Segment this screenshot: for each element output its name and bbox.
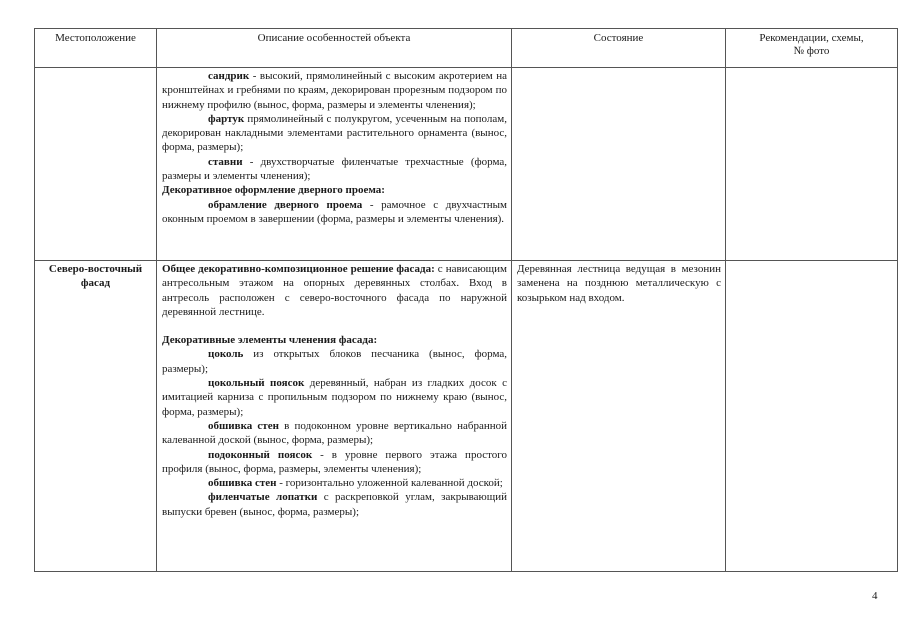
feature-item <box>162 347 507 376</box>
header-recommendations-line2: № фото <box>793 45 830 57</box>
feature-text: - рамочное с двухчастным оконным проемом в завершении (форма, размеры и элементы членения). <box>162 198 507 225</box>
header-description: Описание особенностей объекта <box>157 29 512 68</box>
feature-text: деревянный, набран из гладких досок с имитацией карниза с пропильным подзором по нижнему краю (вынос, форма, размеры); <box>162 377 507 418</box>
feature-text: - горизонтально уложенной калеванной доской; <box>276 477 503 490</box>
feature-text: с раскреповкой углам, закрывающий выпуски бревен (вынос, форма, размеры); <box>162 491 507 518</box>
feature-term: обрамление дверного проема <box>208 198 363 211</box>
header-recommendations <box>726 29 898 68</box>
description-text <box>157 68 511 226</box>
feature-item <box>162 448 507 477</box>
section-heading <box>162 183 507 197</box>
state-cell <box>512 261 726 572</box>
location-text: Северо-восточный фасад <box>48 263 143 290</box>
feature-item <box>162 476 507 490</box>
table-header-row <box>35 29 898 68</box>
feature-item <box>162 155 507 184</box>
monument-description-table <box>34 28 898 572</box>
feature-term: Декоративные элементы членения фасада: <box>162 334 378 347</box>
description-cell <box>157 68 512 261</box>
description-cell <box>157 261 512 572</box>
feature-term: ставни <box>208 155 243 168</box>
feature-text: в подоконном уровне вертикально набранной калеванной доской (вынос, форма, размеры); <box>162 419 508 447</box>
feature-term: обшивка стен <box>208 477 277 490</box>
header-recommendations-line1: Рекомендации, схемы, <box>759 32 864 44</box>
feature-term: филенчатые лопатки <box>208 491 318 504</box>
table-row <box>35 261 898 572</box>
feature-term: цоколь <box>208 348 244 361</box>
state-cell <box>512 68 726 261</box>
feature-item <box>162 490 507 519</box>
feature-term: сандрик <box>208 70 250 82</box>
section-heading <box>162 262 507 319</box>
page-number: 4 <box>872 590 878 602</box>
feature-text: - высокий, прямолинейный с высоким акротерием на кронштейнах и гребнями по краям, декорирован прорезным подзором по нижнему профилю (вынос, форма, размеры и элементы членения); <box>162 70 507 111</box>
header-location: Местоположение <box>35 29 157 68</box>
feature-text: - двухстворчатые филенчатые трехчастные (форма, размеры и элементы членения); <box>162 155 507 183</box>
table-row <box>35 68 898 261</box>
location-cell <box>35 261 157 572</box>
feature-item <box>162 419 507 448</box>
feature-text: из открытых блоков песчаника (вынос, форма, размеры); <box>162 348 507 375</box>
location-cell <box>35 68 157 261</box>
feature-term: Общее декоративно-композиционное решение фасада: <box>162 263 435 275</box>
feature-term: цокольный поясок <box>208 377 305 390</box>
feature-term: фартук <box>208 112 245 125</box>
feature-term: обшивка стен <box>208 419 279 432</box>
feature-term: Декоративное оформление дверного проема: <box>162 184 385 197</box>
feature-text: с нависающим антресольным этажом на опорных деревянных столбах. Вход в антресоль расположен с северо-восточного фасада по наружной деревянной лестнице. <box>162 263 508 318</box>
feature-text: прямолинейный с полукругом, усеченным на пополам, декорирован накладными элементами растительного орнамента (вынос, форма, размеры); <box>162 112 507 154</box>
recommendations-cell <box>726 68 898 261</box>
feature-item <box>162 112 507 155</box>
feature-item <box>162 376 507 419</box>
feature-item <box>162 198 507 227</box>
section-heading <box>162 333 507 347</box>
state-text: Деревянная лестница ведущая в мезонин заменена на позднюю металлическую с козырьком над входом. <box>517 263 721 304</box>
feature-text: - в уровне первого этажа простого профиля (вынос, форма, размеры, элементы членения); <box>162 448 507 475</box>
feature-term: подоконный поясок <box>208 448 313 461</box>
description-text <box>157 261 511 519</box>
recommendations-cell <box>726 261 898 572</box>
feature-item <box>162 69 507 112</box>
header-state: Состояние <box>512 29 726 68</box>
blank-line <box>162 319 507 333</box>
